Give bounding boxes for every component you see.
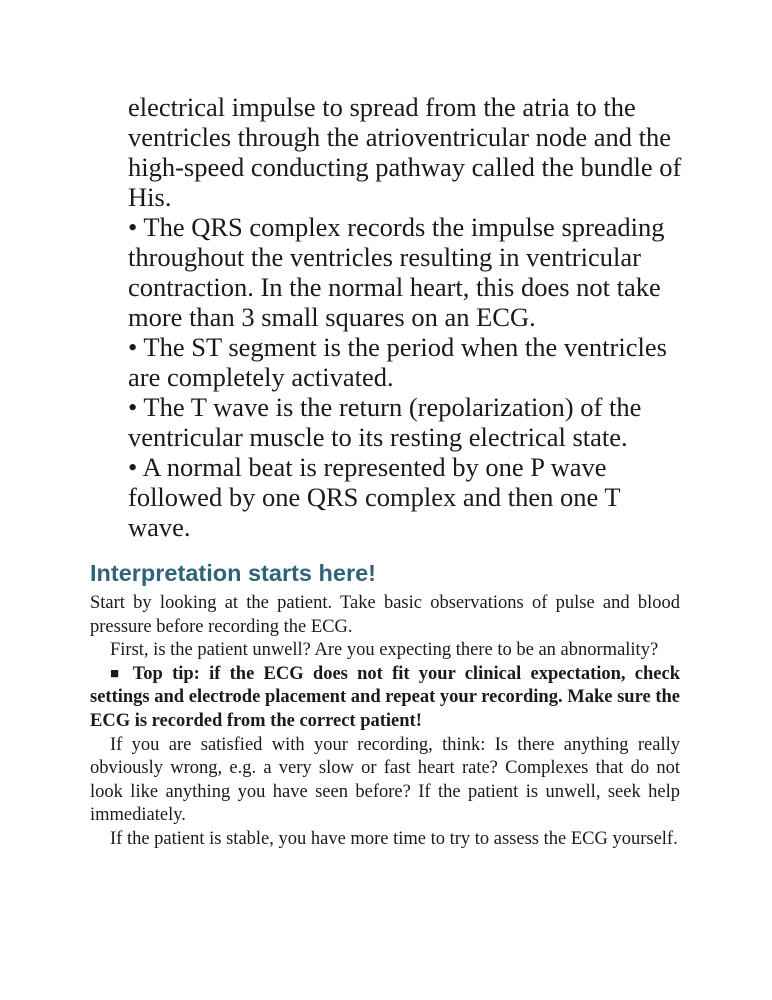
bullet-list <box>128 92 688 542</box>
paragraph-look-at-patient: Start by looking at the patient. Take basic observations of pulse and blood pressure before recording the ECG. <box>90 593 680 637</box>
bullet-qrs-complex: • The QRS complex records the impulse spreading throughout the ventricles resulting in ventricular contraction. In the normal heart, this does not take more than 3 small squares on an ECG. <box>128 212 665 332</box>
paragraph-satisfied-recording: If you are satisfied with your recording, think: Is there anything really obviously wrong, e.g. a very slow or fast heart rate? Complexes that do not look like anything you have seen before? If the patient is unwell, seek help immediately. <box>90 734 680 826</box>
paragraph-patient-unwell: First, is the patient unwell? Are you expecting there to be an abnormality? <box>110 640 659 661</box>
top-tip-text: Top tip: if the ECG does not fit your clinical expectation, check settings and electrode placement and repeat your recording. Make sure the ECG is recorded from the correct patient! <box>90 663 681 731</box>
bullet-t-wave: • The T wave is the return (repolarization) of the ventricular muscle to its resting electrical state. <box>128 392 642 452</box>
square-bullet-icon: ■ <box>110 665 124 682</box>
top-tip-paragraph <box>90 663 680 734</box>
paragraph-patient-stable: If the patient is stable, you have more time to try to assess the ECG yourself. <box>110 828 678 849</box>
section-heading: Interpretation starts here! <box>90 560 376 586</box>
bullet-continuation: electrical impulse to spread from the atria to the ventricles through the atrioventricular node and the high-speed conducting pathway called the bundle of His. <box>128 92 682 212</box>
bullet-normal-beat: • A normal beat is represented by one P wave followed by one QRS complex and then one T wave. <box>128 452 621 542</box>
bullet-st-segment: • The ST segment is the period when the ventricles are completely activated. <box>128 332 667 392</box>
section-body <box>90 592 680 852</box>
